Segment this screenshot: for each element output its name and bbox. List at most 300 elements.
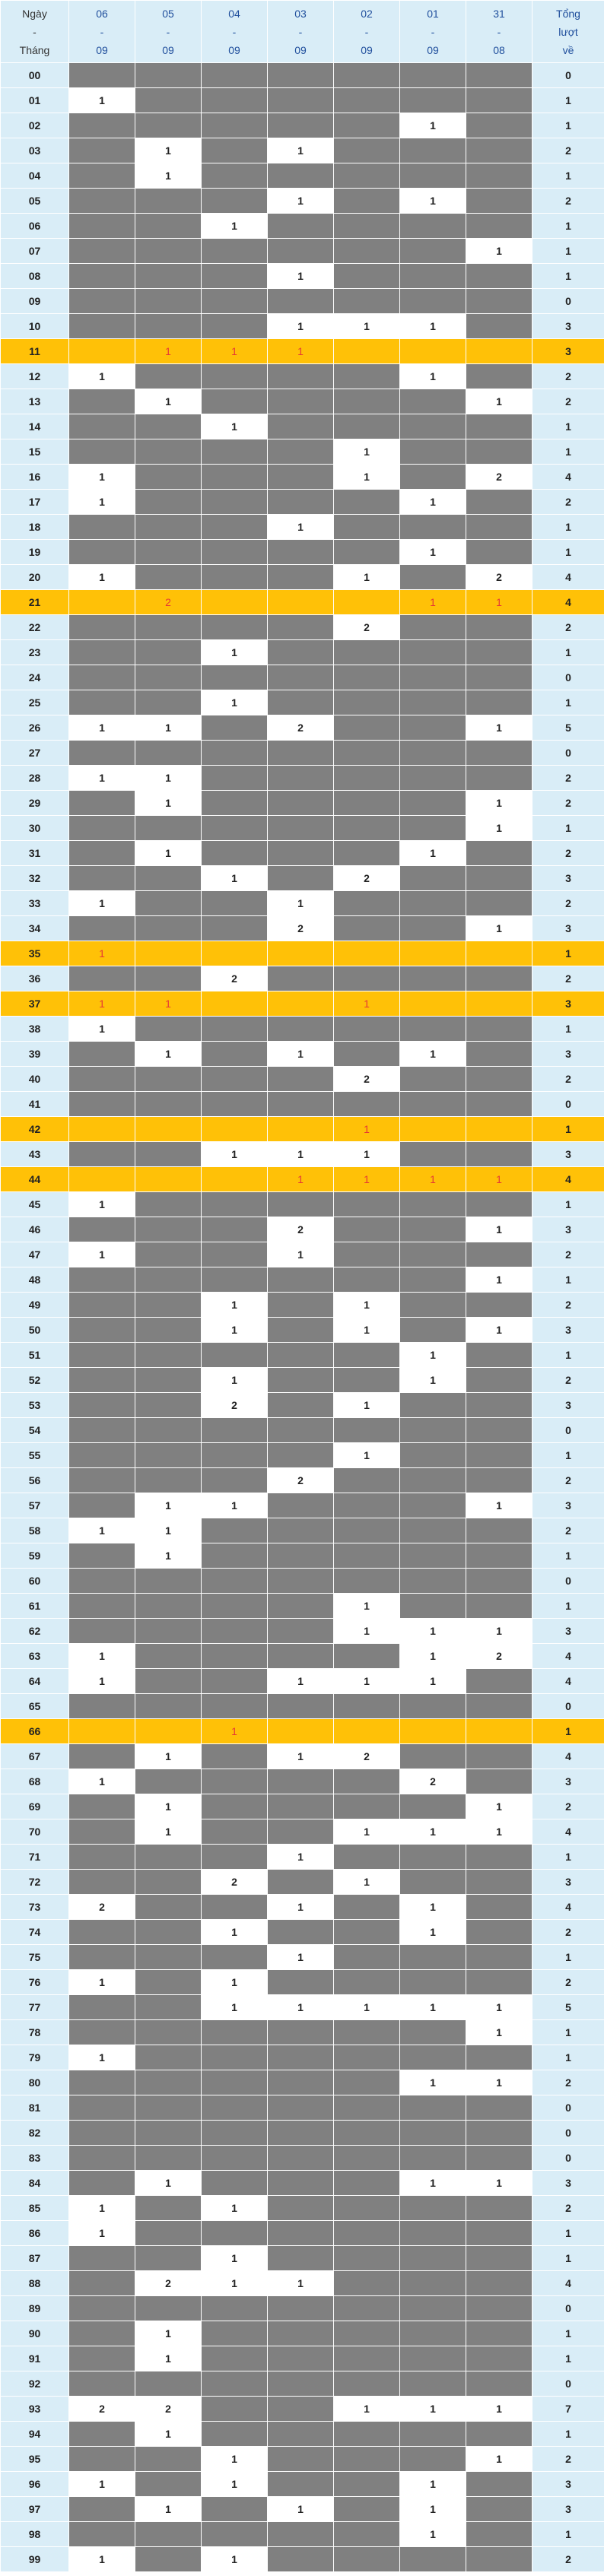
empty-cell [268,63,334,88]
empty-cell [135,63,202,88]
hit-cell: 1 [400,113,466,138]
empty-cell [400,2321,466,2346]
empty-cell [202,991,268,1017]
row-number: 52 [1,1368,69,1393]
empty-cell [334,138,400,163]
empty-cell [268,841,334,866]
empty-cell [466,2271,532,2296]
row-total: 3 [532,2497,604,2522]
row-total: 1 [532,439,604,465]
empty-cell [135,189,202,214]
empty-cell [69,866,135,891]
column-header-5[interactable]: 02 - 09 [334,1,400,63]
hit-cell: 1 [135,1042,202,1067]
hit-cell: 1 [334,1870,400,1895]
empty-cell [268,540,334,565]
hit-cell: 1 [400,2522,466,2547]
empty-cell [268,2246,334,2271]
hit-cell: 1 [400,490,466,515]
table-row [1,2020,604,2045]
row-number: 37 [1,991,69,1017]
empty-cell [202,1543,268,1569]
hit-cell: 1 [69,1669,135,1694]
row-total: 0 [532,1694,604,1719]
table-row [1,941,604,966]
row-number: 24 [1,665,69,690]
hit-cell: 1 [334,1669,400,1694]
empty-cell [268,1393,334,1418]
row-total: 0 [532,1569,604,1594]
hit-cell: 1 [334,439,400,465]
row-number: 29 [1,791,69,816]
empty-cell [400,264,466,289]
empty-cell [135,1669,202,1694]
table-row [1,239,604,264]
row-total: 2 [532,1920,604,1945]
empty-cell [466,1092,532,1117]
empty-cell [400,690,466,715]
row-total: 3 [532,2472,604,2497]
empty-cell [466,138,532,163]
empty-cell [135,941,202,966]
empty-cell [268,2422,334,2447]
empty-cell [466,414,532,439]
empty-cell [135,439,202,465]
hit-cell: 1 [466,239,532,264]
hit-cell: 1 [135,2321,202,2346]
empty-cell [466,1518,532,1543]
hit-cell: 1 [466,2020,532,2045]
empty-cell [135,239,202,264]
empty-cell [135,1217,202,1242]
hit-cell: 1 [69,715,135,741]
empty-cell [466,1895,532,1920]
table-row [1,339,604,364]
row-total: 1 [532,214,604,239]
row-number: 68 [1,1769,69,1794]
row-total: 2 [532,1293,604,1318]
row-number: 03 [1,138,69,163]
row-number: 57 [1,1493,69,1518]
row-number: 17 [1,490,69,515]
empty-cell [268,1518,334,1543]
empty-cell [69,615,135,640]
row-total: 0 [532,2095,604,2121]
hit-cell: 1 [400,1644,466,1669]
empty-cell [466,1443,532,1468]
table-row [1,2422,604,2447]
hit-cell: 1 [202,414,268,439]
empty-cell [69,2447,135,2472]
empty-cell [334,214,400,239]
empty-cell [466,1117,532,1142]
empty-cell [466,2146,532,2171]
table-row [1,766,604,791]
empty-cell [466,866,532,891]
hit-cell: 1 [268,515,334,540]
hit-cell: 2 [334,1067,400,1092]
row-total: 1 [532,239,604,264]
empty-cell [466,113,532,138]
empty-cell [202,1418,268,1443]
table-row [1,389,604,414]
empty-cell [466,1343,532,1368]
empty-cell [69,1092,135,1117]
hit-cell: 1 [466,916,532,941]
hit-cell: 1 [400,1368,466,1393]
empty-cell [69,1619,135,1644]
empty-cell [334,2422,400,2447]
hit-cell: 1 [466,1794,532,1819]
hit-cell: 1 [334,991,400,1017]
empty-cell [466,2095,532,2121]
empty-cell [202,239,268,264]
empty-cell [400,2371,466,2397]
table-row [1,1443,604,1468]
empty-cell [69,540,135,565]
empty-cell [400,1870,466,1895]
empty-cell [69,2296,135,2321]
column-header-6[interactable]: 01 - 09 [400,1,466,63]
hit-cell: 2 [135,590,202,615]
empty-cell [268,1493,334,1518]
empty-cell [69,1493,135,1518]
empty-cell [202,2121,268,2146]
row-number: 02 [1,113,69,138]
table-row [1,1368,604,1393]
row-total: 4 [532,1744,604,1769]
empty-cell [334,2171,400,2196]
empty-cell [69,2171,135,2196]
empty-cell [202,314,268,339]
empty-cell [334,2146,400,2171]
row-number: 58 [1,1518,69,1543]
row-total: 2 [532,138,604,163]
row-number: 34 [1,916,69,941]
empty-cell [400,2296,466,2321]
empty-cell [466,1368,532,1393]
empty-cell [400,2221,466,2246]
table-row [1,1518,604,1543]
empty-cell [334,2045,400,2070]
hit-cell: 1 [400,1669,466,1694]
table-row [1,916,604,941]
row-number: 61 [1,1594,69,1619]
hit-cell: 1 [69,1518,135,1543]
row-number: 38 [1,1017,69,1042]
empty-cell [334,1242,400,1267]
row-total: 4 [532,465,604,490]
empty-cell [334,1217,400,1242]
row-total: 1 [532,1443,604,1468]
empty-cell [400,791,466,816]
hit-cell: 1 [202,2447,268,2472]
hit-cell: 1 [400,314,466,339]
empty-cell [400,2346,466,2371]
row-total: 5 [532,715,604,741]
empty-cell [466,2497,532,2522]
empty-cell [268,1819,334,1845]
hit-cell: 1 [135,1819,202,1845]
empty-cell [202,2020,268,2045]
empty-cell [400,389,466,414]
row-number: 89 [1,2296,69,2321]
table-row [1,1945,604,1970]
row-total: 2 [532,1970,604,1995]
row-total: 3 [532,991,604,1017]
empty-cell [466,1418,532,1443]
hit-cell: 1 [268,138,334,163]
empty-cell [268,1318,334,1343]
row-total: 0 [532,2121,604,2146]
empty-cell [466,1042,532,1067]
empty-cell [202,841,268,866]
hit-cell: 1 [69,2045,135,2070]
hit-cell: 1 [69,1644,135,1669]
empty-cell [400,163,466,189]
table-row [1,1493,604,1518]
empty-cell [334,1569,400,1594]
hit-cell: 1 [135,991,202,1017]
table-row [1,2070,604,2095]
empty-cell [69,163,135,189]
column-header-1[interactable]: 06 - 09 [69,1,135,63]
empty-cell [202,88,268,113]
row-total: 2 [532,615,604,640]
hit-cell: 1 [202,2547,268,2572]
empty-cell [334,2271,400,2296]
empty-cell [334,2121,400,2146]
empty-cell [69,791,135,816]
column-header-4[interactable]: 03 - 09 [268,1,334,63]
empty-cell [466,1142,532,1167]
row-number: 95 [1,2447,69,2472]
hit-cell: 1 [400,2397,466,2422]
empty-cell [69,1945,135,1970]
empty-cell [400,1242,466,1267]
empty-cell [69,1694,135,1719]
row-number: 31 [1,841,69,866]
empty-cell [334,389,400,414]
empty-cell [400,1217,466,1242]
hit-cell: 2 [334,866,400,891]
empty-cell [466,339,532,364]
table-row [1,2472,604,2497]
empty-cell [400,1293,466,1318]
hit-cell: 1 [400,2472,466,2497]
hit-cell: 1 [466,1217,532,1242]
empty-cell [69,1845,135,1870]
empty-cell [202,1117,268,1142]
empty-cell [69,2121,135,2146]
empty-cell [268,465,334,490]
row-total: 1 [532,1017,604,1042]
empty-cell [202,465,268,490]
hit-cell: 1 [400,1167,466,1192]
empty-cell [334,2497,400,2522]
empty-cell [202,2397,268,2422]
empty-cell [400,2271,466,2296]
empty-cell [268,2095,334,2121]
hit-cell: 1 [400,2070,466,2095]
empty-cell [334,239,400,264]
row-total: 1 [532,163,604,189]
empty-cell [400,515,466,540]
hit-cell: 1 [268,1167,334,1192]
empty-cell [334,791,400,816]
hit-cell: 1 [135,138,202,163]
row-total: 1 [532,2346,604,2371]
table-row [1,264,604,289]
hit-cell: 1 [466,1267,532,1293]
hit-cell: 1 [334,1142,400,1167]
empty-cell [135,1142,202,1167]
empty-cell [334,916,400,941]
empty-cell [135,113,202,138]
empty-cell [135,891,202,916]
hit-cell: 2 [268,1468,334,1493]
hit-cell: 1 [334,1318,400,1343]
column-header-3[interactable]: 04 - 09 [202,1,268,63]
empty-cell [400,665,466,690]
row-number: 07 [1,239,69,264]
empty-cell [466,1945,532,1970]
hit-cell: 1 [400,540,466,565]
hit-cell: 1 [334,1117,400,1142]
empty-cell [202,1017,268,1042]
row-number: 15 [1,439,69,465]
row-number: 32 [1,866,69,891]
hit-cell: 1 [400,1619,466,1644]
row-total: 2 [532,791,604,816]
table-row [1,2146,604,2171]
table-row [1,1293,604,1318]
empty-cell [400,1142,466,1167]
hit-cell: 1 [268,1669,334,1694]
row-number: 79 [1,2045,69,2070]
empty-cell [202,439,268,465]
empty-cell [202,2522,268,2547]
row-total: 3 [532,1217,604,1242]
empty-cell [69,1167,135,1192]
empty-cell [466,2547,532,2572]
table-row [1,2447,604,2472]
empty-cell [202,1794,268,1819]
empty-cell [400,1192,466,1217]
empty-cell [69,2497,135,2522]
hit-cell: 1 [466,816,532,841]
table-row [1,891,604,916]
empty-cell [202,1619,268,1644]
empty-cell [268,1769,334,1794]
empty-cell [400,339,466,364]
empty-cell [135,2447,202,2472]
empty-cell [268,214,334,239]
row-total: 3 [532,1042,604,1067]
row-total: 2 [532,1242,604,1267]
table-row [1,189,604,214]
row-number: 87 [1,2246,69,2271]
empty-cell [268,866,334,891]
row-total: 2 [532,389,604,414]
empty-cell [268,1594,334,1619]
empty-cell [268,941,334,966]
table-row [1,289,604,314]
hit-cell: 1 [202,1293,268,1318]
empty-cell [268,690,334,715]
empty-cell [400,1393,466,1418]
table-row [1,2321,604,2346]
empty-cell [334,339,400,364]
empty-cell [466,439,532,465]
empty-cell [135,1443,202,1468]
empty-cell [135,1167,202,1192]
row-number: 64 [1,1669,69,1694]
hit-cell: 1 [268,264,334,289]
column-header-7[interactable]: 31 - 08 [466,1,532,63]
hit-cell: 1 [466,389,532,414]
row-number: 90 [1,2321,69,2346]
table-row [1,1719,604,1744]
table-row [1,1794,604,1819]
empty-cell [135,2196,202,2221]
empty-cell [400,2020,466,2045]
empty-cell [466,941,532,966]
row-number: 45 [1,1192,69,1217]
empty-cell [400,88,466,113]
hit-cell: 1 [202,866,268,891]
empty-cell [69,1744,135,1769]
table-row [1,1267,604,1293]
empty-cell [466,1920,532,1945]
hit-cell: 2 [268,715,334,741]
row-number: 56 [1,1468,69,1493]
hit-cell: 1 [202,690,268,715]
empty-cell [135,2045,202,2070]
table-row [1,2522,604,2547]
table-row [1,138,604,163]
empty-cell [202,289,268,314]
row-number: 81 [1,2095,69,2121]
row-number: 67 [1,1744,69,1769]
empty-cell [466,314,532,339]
hit-cell: 1 [400,841,466,866]
row-total: 1 [532,1192,604,1217]
row-total: 1 [532,941,604,966]
column-header-2[interactable]: 05 - 09 [135,1,202,63]
hit-cell: 1 [466,2397,532,2422]
table-row [1,540,604,565]
empty-cell [202,1769,268,1794]
hit-cell: 1 [202,2271,268,2296]
row-total: 0 [532,1092,604,1117]
empty-cell [400,465,466,490]
row-number: 22 [1,615,69,640]
table-row [1,515,604,540]
table-row [1,2171,604,2196]
empty-cell [334,715,400,741]
row-number: 83 [1,2146,69,2171]
empty-cell [334,766,400,791]
empty-cell [334,1368,400,1393]
empty-cell [69,1318,135,1343]
empty-cell [135,2070,202,2095]
row-total: 1 [532,2422,604,2447]
table-row [1,2497,604,2522]
empty-cell [334,113,400,138]
row-number: 66 [1,1719,69,1744]
row-total: 0 [532,63,604,88]
